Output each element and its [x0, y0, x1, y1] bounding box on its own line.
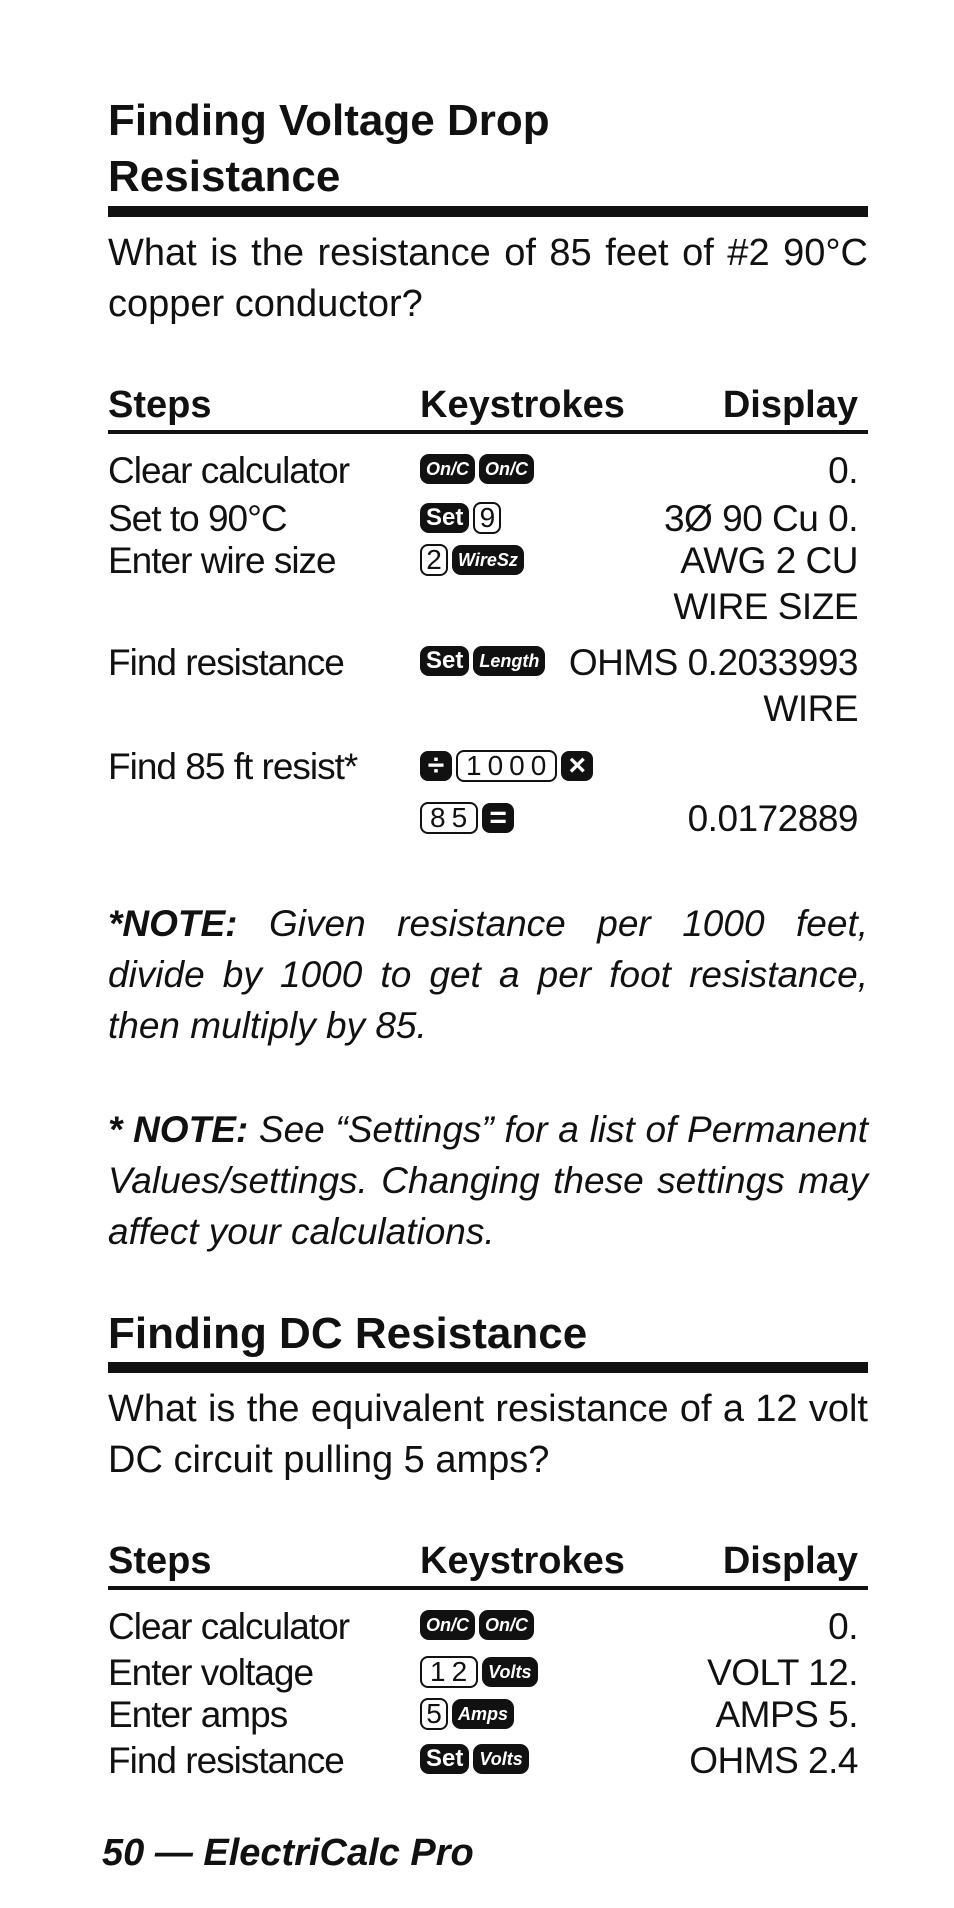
keystrokes: [420, 646, 545, 676]
on-c-key: On/C: [420, 1610, 475, 1640]
header-steps: Steps: [108, 1540, 212, 1582]
on-c-key: On/C: [479, 1610, 534, 1640]
display-value: AMPS 5.: [715, 1694, 858, 1735]
note-label: *NOTE:: [108, 903, 238, 944]
header-keystrokes: Keystrokes: [420, 384, 625, 426]
table-row: [108, 1606, 868, 1652]
note-label: * NOTE:: [108, 1109, 249, 1150]
keystrokes: [420, 1610, 534, 1640]
table-row: [108, 642, 868, 732]
step-label: Clear calculator: [108, 1606, 350, 1647]
section-dc-resistance-title: Finding DC Resistance: [108, 1309, 588, 1358]
step-label: Clear calculator: [108, 450, 350, 491]
note-settings: [108, 1104, 868, 1257]
question-text: What is the equivalent resistance of a 12 volt DC circuit pulling 5 amps?: [108, 1388, 868, 1481]
display-value-line2: WIRE: [763, 688, 858, 729]
note-text: Given resistance per 1000 feet, divide by 1000 to get a per foot resistance, then multiply by 85.: [108, 903, 868, 1046]
display-value-line2: WIRE SIZE: [673, 586, 858, 627]
multiply-key: ×: [561, 751, 593, 781]
header-rule: [108, 430, 868, 434]
page-footer: 50 — ElectriCalc Pro: [102, 1832, 474, 1874]
display-value: 3Ø 90 Cu 0.: [663, 498, 858, 539]
amps-key: Amps: [452, 1699, 514, 1729]
keystrokes: [420, 1656, 538, 1688]
keystrokes: [420, 750, 593, 782]
header-steps: Steps: [108, 384, 212, 426]
table-row: [108, 746, 868, 838]
display-value: AWG 2 CU: [680, 540, 858, 581]
display-value: VOLT 12.: [707, 1652, 858, 1693]
note-text: See “Settings” for a list of Permanent Values/settings. Changing these settings may affect your calculations.: [108, 1109, 869, 1252]
equals-key: =: [482, 803, 514, 833]
steps-table-voltage-drop: [108, 384, 868, 839]
display-value: 0.: [828, 1606, 858, 1647]
header-display: Display: [722, 1540, 858, 1582]
header-display: Display: [722, 384, 858, 426]
table-row: [108, 1694, 868, 1740]
step-label: Find resistance: [108, 642, 344, 683]
table-row: [108, 540, 868, 630]
question-text: What is the resistance of 85 feet of #2 90°C copper conductor?: [108, 232, 868, 325]
table-header: [108, 1540, 868, 1586]
step-label: Find resistance: [108, 1740, 344, 1781]
section-voltage-drop-title: [108, 93, 550, 205]
step-label: Enter amps: [108, 1694, 288, 1735]
step-label: Set to 90°C: [108, 498, 287, 539]
step-label: Enter voltage: [108, 1652, 314, 1693]
keystrokes: [420, 544, 524, 576]
volts-key: Volts: [482, 1657, 537, 1687]
digits-1000-key: 1000: [456, 750, 557, 782]
display-value: 0.0172889: [687, 798, 858, 839]
length-key: Length: [473, 646, 545, 676]
divide-key: ÷: [420, 751, 452, 781]
step-label: Find 85 ft resist*: [108, 746, 358, 787]
table-row: [108, 1652, 868, 1698]
table-row: [108, 1740, 868, 1786]
set-key: Set: [420, 1744, 469, 1774]
section-title-line1: Finding Voltage Drop: [108, 96, 550, 145]
display-value: OHMS 2.4: [689, 1740, 858, 1781]
step-label: Enter wire size: [108, 540, 336, 581]
steps-table-dc-resistance: [108, 1540, 868, 1781]
keystrokes: [420, 1698, 514, 1730]
title-rule: [108, 206, 868, 217]
wiresz-key: WireSz: [452, 545, 524, 575]
note-per-foot: [108, 898, 868, 1051]
digit-key: 2: [420, 544, 448, 576]
digits-85-key: 85: [420, 802, 478, 834]
header-keystrokes: Keystrokes: [420, 1540, 625, 1582]
display-value: 0.: [828, 450, 858, 491]
set-key: Set: [420, 503, 469, 533]
section-title-line2: Resistance: [108, 152, 341, 201]
keystrokes: [420, 1744, 529, 1774]
on-c-key: On/C: [479, 454, 534, 484]
keystrokes: [420, 454, 534, 484]
table-header: [108, 384, 868, 430]
digits-12-key: 12: [420, 1656, 478, 1688]
on-c-key: On/C: [420, 454, 475, 484]
volts-key: Volts: [473, 1744, 528, 1774]
table-row: [108, 450, 868, 496]
table-row: [108, 498, 868, 544]
digit-key: 5: [420, 1698, 448, 1730]
title-rule: [108, 1362, 868, 1373]
header-rule: [108, 1586, 868, 1590]
set-key: Set: [420, 646, 469, 676]
keystrokes: [420, 502, 501, 534]
keystrokes-line2: [420, 802, 514, 834]
display-value: OHMS 0.2033993: [568, 642, 858, 683]
digit-key: 9: [473, 502, 501, 534]
